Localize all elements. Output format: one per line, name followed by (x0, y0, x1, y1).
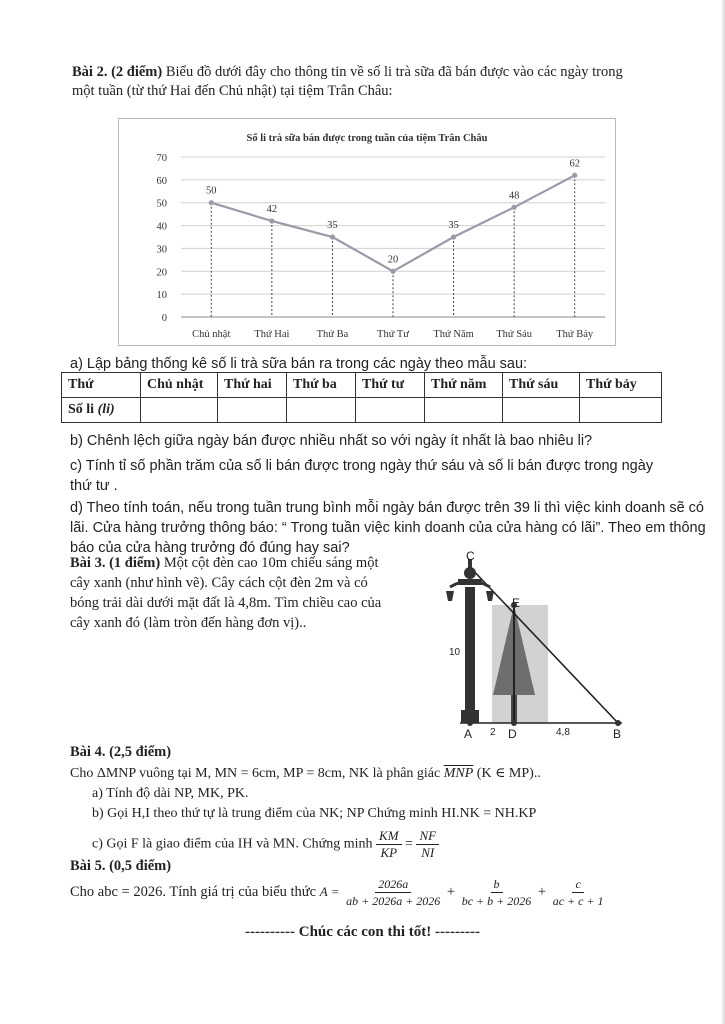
data-point (330, 234, 335, 239)
equals-sign: = (405, 836, 413, 852)
data-label: 35 (448, 220, 459, 231)
table-header-cell: Thứ sáu (503, 373, 580, 398)
y-tick-label: 20 (156, 267, 167, 279)
stat-table (61, 372, 662, 423)
bai5-heading (70, 857, 171, 876)
bai3-text (70, 553, 381, 633)
expr-lhs: A = (319, 883, 340, 899)
x-tick-label: Thứ Bảy (556, 329, 594, 340)
y-tick-label: 0 (161, 313, 167, 324)
stat-table-value-row (62, 398, 662, 423)
data-label: 48 (508, 190, 520, 202)
bai4-question-b: b) Gọi H,I theo thứ tự là trung điểm của NK; NP Chứng minh HI.NK = NH.KP (92, 806, 537, 821)
frac2-den: NI (421, 845, 435, 860)
data-point (512, 205, 517, 210)
label-d: D (508, 727, 517, 741)
bai4-intro: Cho ΔMNP vuông tại M, MN = 6cm, MP = 8cm, NK là phân giác (70, 766, 441, 781)
stat-table-header-row (62, 373, 662, 398)
label-b: B (613, 727, 622, 741)
x-tick-label: Thứ Ba (316, 329, 349, 340)
bai2-intro-line1: Biểu đồ dưới đây cho thông tin về số li trà sữa đã bán được vào các ngày trong (165, 64, 623, 80)
table-header-cell: Thứ tư (356, 373, 425, 398)
x-tick-label: Thứ Sáu (496, 329, 533, 340)
chart-frame (118, 118, 616, 346)
term3-den: ac + c + 1 (552, 894, 604, 908)
term1-num: 2026a (375, 876, 411, 893)
label-e: E (512, 596, 521, 610)
y-tick-label: 60 (156, 175, 167, 187)
y-tick-label: 10 (156, 290, 167, 302)
y-tick-label: 30 (156, 244, 167, 256)
data-point (390, 269, 395, 274)
table-header-cell: Thứ năm (425, 373, 503, 398)
bai3-line4: cây xanh đó (làm tròn đến hàng đơn vị).. (70, 615, 307, 631)
bai2-question-b: b) Chênh lệch giữa ngày bán được nhiều nhất so với ngày ít nhất là bao nhiêu li? (70, 433, 593, 449)
bai2-question-a: a) Lập bảng thống kê số li trà sữa bán ra trong các ngày theo mẫu sau: (70, 356, 528, 372)
term1 (343, 876, 443, 909)
bai2-intro (72, 63, 702, 82)
point-a (467, 720, 473, 726)
bai4-heading (70, 743, 171, 762)
bai4-intro-tail: (K ∈ MP).. (476, 766, 541, 781)
fraction-nf-ni (416, 828, 439, 861)
line-chart (119, 119, 615, 345)
table-cell-blank (218, 398, 287, 423)
bai2-heading: Bài 2. (2 điểm) (72, 64, 163, 80)
data-point (451, 234, 456, 239)
stat-table-wrap (61, 372, 662, 423)
row-label-unit: (li) (97, 402, 115, 417)
term1-den: ab + 2026a + 2026 (346, 894, 441, 908)
table-cell-blank (287, 398, 356, 423)
table-row-label (62, 398, 141, 423)
y-tick-label: 40 (156, 221, 167, 233)
table-cell-blank (580, 398, 662, 423)
x-tick-label: Chủ nhật (192, 329, 231, 340)
bai5-text: Cho abc = 2026. Tính giá trị của biểu thức (70, 883, 317, 900)
angle-mnp: $\overline{MNP}$ (443, 766, 474, 781)
bai2-question-d-3: báo của cửa hàng trưởng đó đúng hay sai? (70, 540, 350, 556)
plus-1: + (446, 883, 456, 900)
table-header-cell: Thứ (62, 373, 141, 398)
label-ad: 2 (490, 727, 496, 738)
point-d (511, 720, 517, 726)
bai2-question-d-2: lãi. Cửa hàng trưởng thông báo: “ Trong tuần việc kinh doanh của cửa hàng có lãi”. Theo em thông (70, 520, 706, 536)
y-tick-label: 70 (156, 153, 167, 164)
bai5-heading-text: Bài 5. (0,5 điểm) (70, 858, 172, 874)
chart-title: Số li trà sữa bán được trong tuần của tiệm Trân Châu (246, 133, 488, 144)
bai2-questions-bcd (70, 431, 706, 558)
bai2-intro-line2: một tuần (từ thứ Hai đến Chủ nhật) tại tiệm Trân Châu: (72, 83, 393, 99)
table-cell-blank (425, 398, 503, 423)
bai3-line2: cây xanh (như hình vẽ). Cây cách cột đèn 2m và có (70, 575, 368, 591)
data-label: 62 (569, 158, 580, 170)
term3 (550, 876, 607, 909)
lamp-tree-figure (440, 545, 640, 745)
bai2-question-c-2: thứ tư . (70, 478, 118, 494)
bai2-question-c-1: c) Tính tỉ số phần trăm của số li bán được trong ngày thứ sáu và số li bán được trong ngày (70, 458, 654, 474)
point-b (615, 720, 621, 726)
frac1-den: KP (380, 845, 398, 860)
table-cell-blank (356, 398, 425, 423)
label-db: 4,8 (556, 727, 570, 738)
data-label: 50 (206, 185, 217, 197)
table-header-cell: Thứ ba (287, 373, 356, 398)
term2-num: b (491, 876, 503, 893)
data-point (572, 173, 577, 178)
term3-num: c (572, 876, 583, 893)
data-label: 42 (266, 204, 278, 215)
bai3-line1: Một cột đèn cao 10m chiếu sáng một (163, 555, 379, 571)
bai2-question-d-1: d) Theo tính toán, nếu trong tuần trung bình mỗi ngày bán được trên 39 li thì việc kinh doanh sẽ có (70, 500, 704, 516)
x-tick-label: Thứ Hai (254, 329, 290, 340)
data-label: 20 (387, 254, 399, 266)
bai3-heading: Bài 3. (1 điểm) (70, 555, 161, 571)
data-label: 35 (327, 220, 338, 231)
label-a: A (464, 727, 473, 741)
term2-den: bc + b + 2026 (461, 894, 532, 908)
data-point (209, 200, 214, 205)
x-tick-label: Thứ Năm (433, 329, 474, 340)
data-point (269, 218, 274, 223)
label-c: C (466, 549, 475, 563)
bai3-line3: bóng trải dài dưới mặt đất là 4,8m. Tìm chiều cao của (70, 595, 382, 611)
plus-2: + (537, 883, 547, 900)
footer-message: ---------- Chúc các con thi tốt! --------- (245, 924, 480, 940)
table-cell-blank (503, 398, 580, 423)
bai4-question-c-text: c) Gọi F là giao điểm của IH và MN. Chứng minh (92, 836, 373, 852)
frac1-num: KM (376, 828, 402, 845)
scan-edge-shadow (721, 0, 725, 1024)
y-tick-label: 50 (156, 198, 167, 210)
frac2-num: NF (416, 828, 439, 845)
table-cell-blank (141, 398, 218, 423)
bai4-body (70, 764, 710, 861)
table-header-cell: Thứ hai (218, 373, 287, 398)
term2 (459, 876, 535, 909)
table-header-cell: Thứ bảy (580, 373, 662, 398)
row-label-text: Số li (68, 402, 95, 417)
bai4-question-a: a) Tính độ dài NP, MK, PK. (92, 786, 249, 801)
x-tick-label: Thứ Tư (377, 329, 409, 340)
lamp-post (465, 587, 475, 723)
label-height: 10 (449, 647, 461, 658)
bai4-heading-text: Bài 4. (2,5 điểm) (70, 744, 172, 760)
fraction-km-kp (376, 828, 402, 861)
bai5-body (70, 876, 720, 909)
table-header-cell: Chủ nhật (141, 373, 218, 398)
